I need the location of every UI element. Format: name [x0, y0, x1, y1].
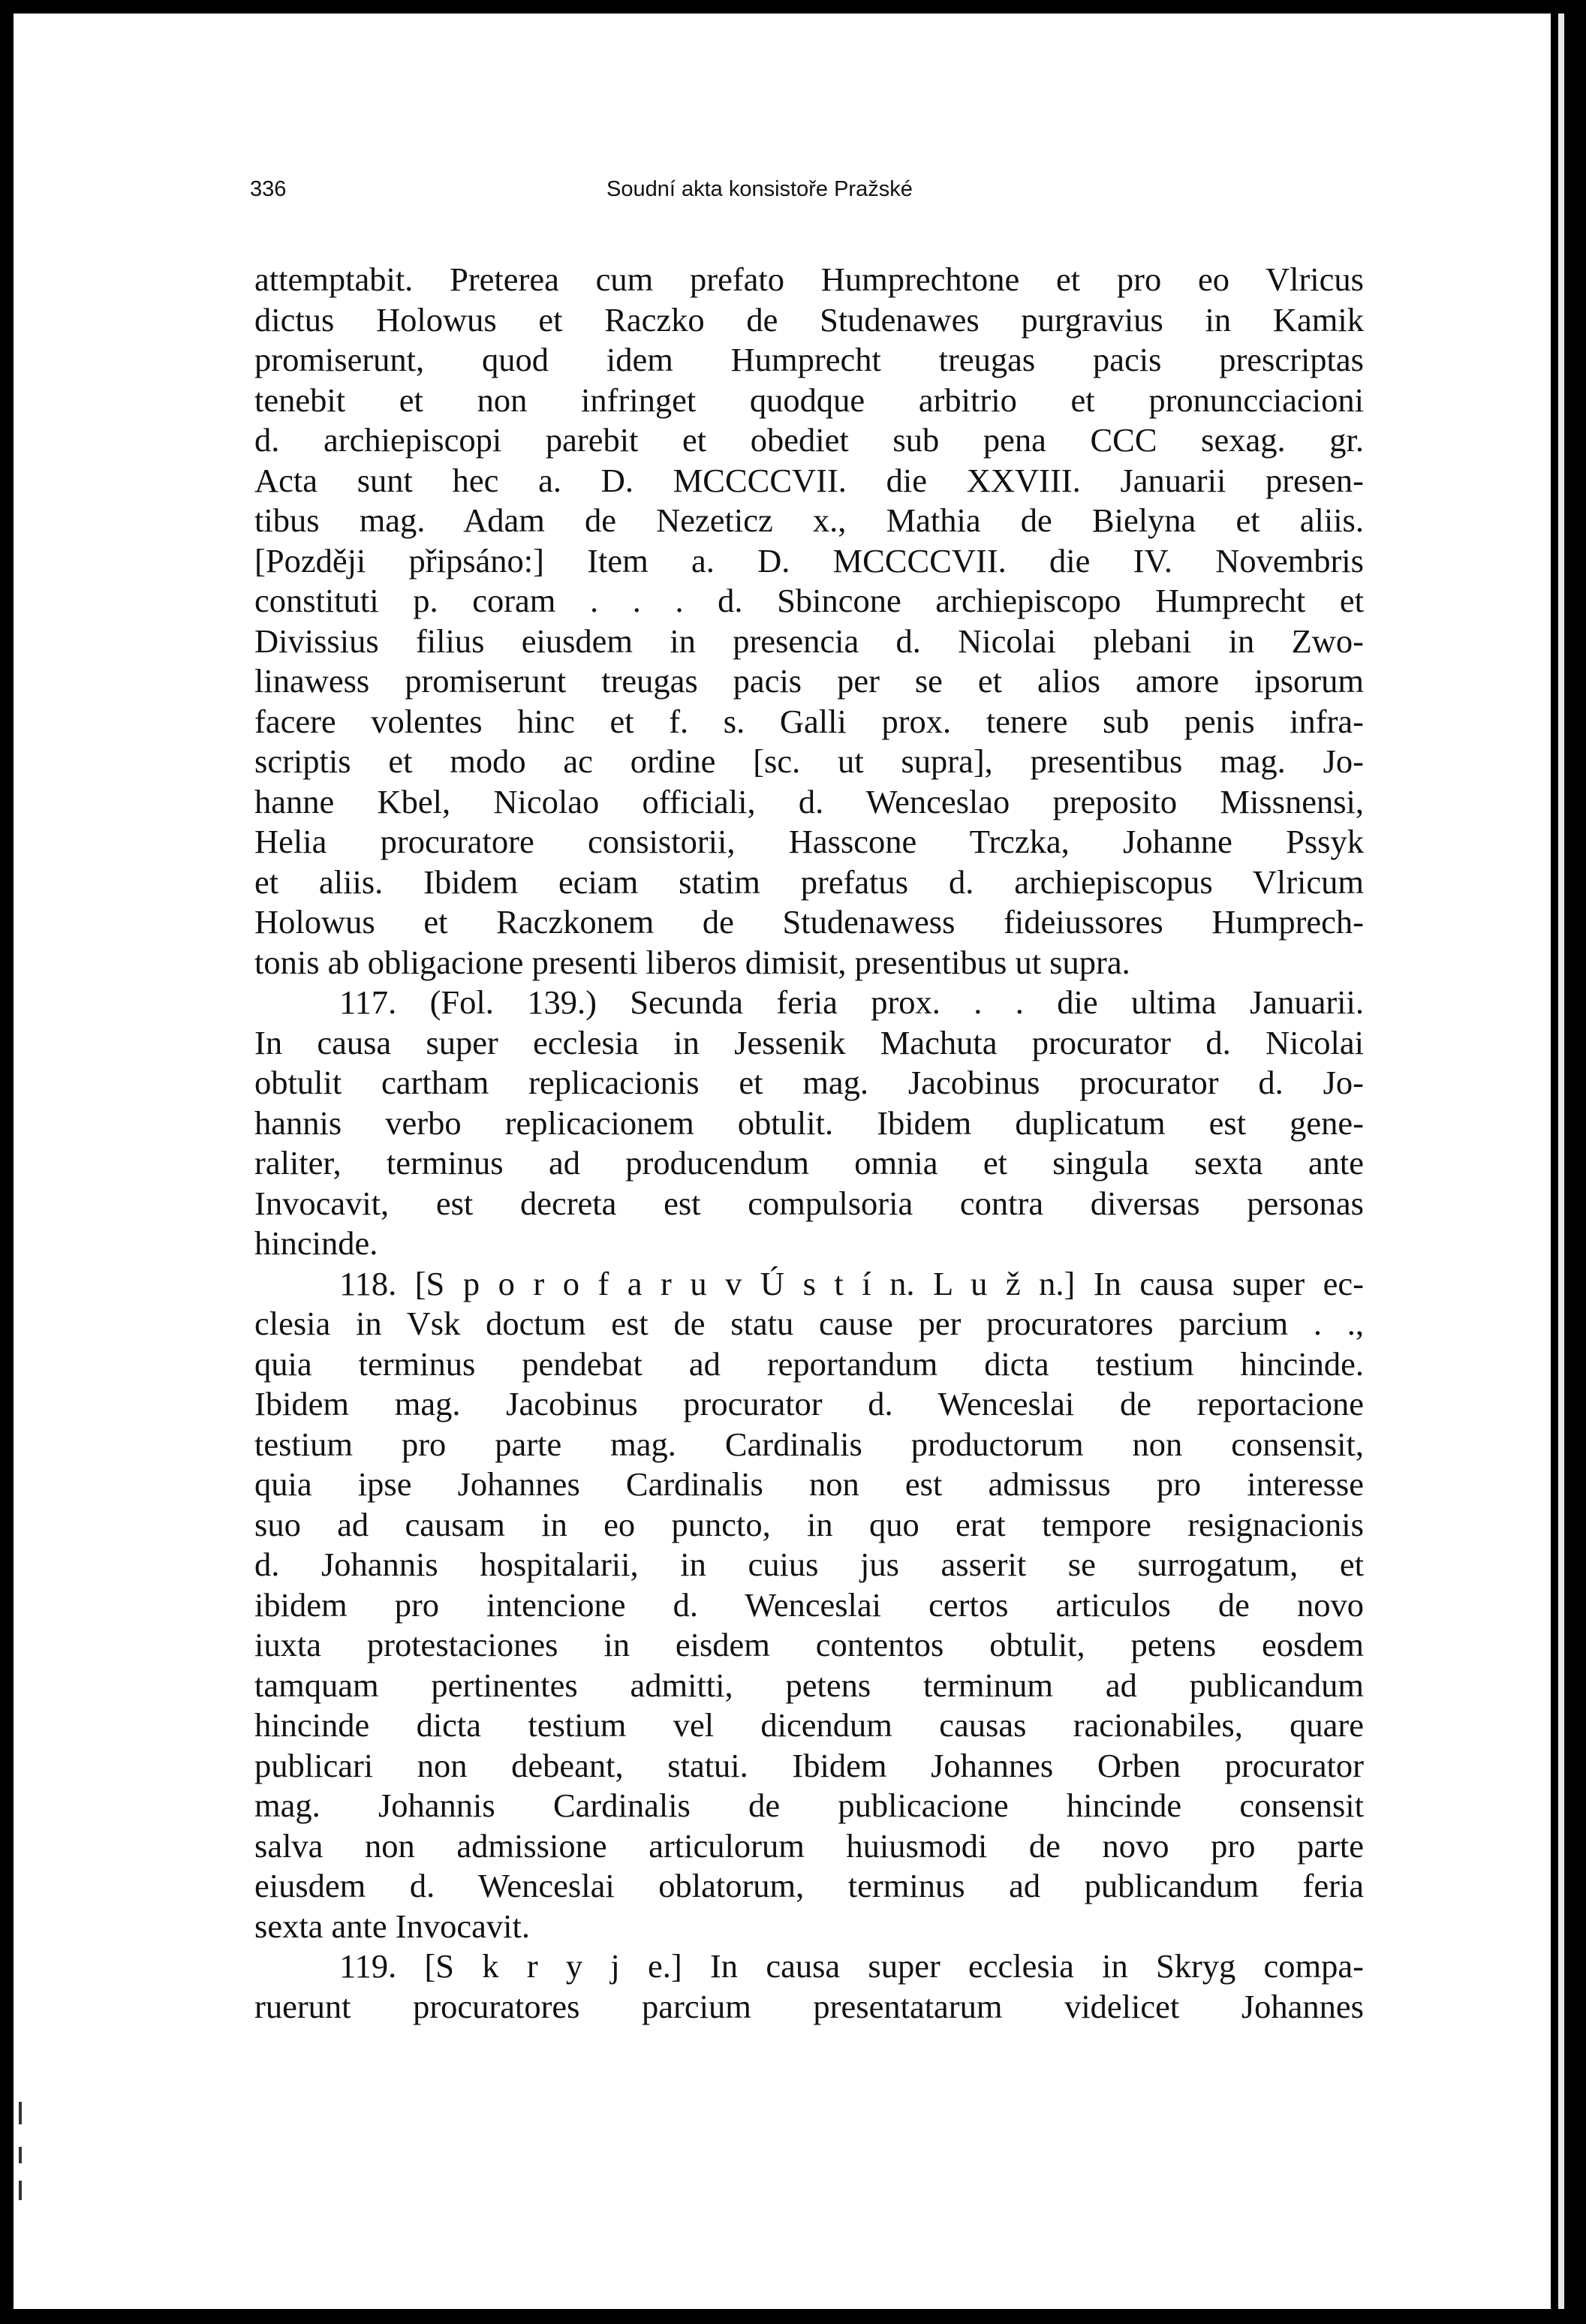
text-line: Acta sunt hec a. D. MCCCCVII. die XXVIII. Januarii presen- [254, 461, 1364, 499]
text-line: In causa super ecclesia in Jessenik Machuta procurator d. Nicolai [254, 1023, 1364, 1061]
text-line: tenebit et non infringet quodque arbitrio et pronuncciacioni [254, 381, 1364, 419]
running-title: Soudní akta konsistoře Pražské [606, 177, 913, 201]
text-line: linawess promiserunt treugas pacis per se et alios amore ipsorum [254, 662, 1364, 700]
text-line: d. archiepiscopi parebit et obediet sub pena CCC sexag. gr. [254, 421, 1364, 459]
text-line: sexta ante Invocavit. [254, 1907, 530, 1945]
text-line: tibus mag. Adam de Nezeticz x., Mathia de Bielyna et aliis. [254, 501, 1364, 539]
text-line: dictus Holowus et Raczko de Studenawes purgravius in Kamik [254, 300, 1364, 339]
scan-artifact-mark [19, 2147, 22, 2163]
text-line: raliter, terminus ad producendum omnia et singula sexta ante [254, 1144, 1364, 1182]
text-line: promiserunt, quod idem Humprecht treugas pacis prescriptas [254, 341, 1364, 378]
page-number: 336 [250, 177, 287, 201]
text-line: iuxta protestaciones in eisdem contentos obtulit, petens eosdem [254, 1626, 1364, 1663]
text-line: hannis verbo replicacionem obtulit. Ibidem duplicatum est gene- [254, 1103, 1364, 1142]
text-line: quia terminus pendebat ad reportandum dicta testium hincinde. [254, 1344, 1364, 1383]
text-line: Holowus et Raczkonem de Studenawess fideiussores Humprech- [254, 903, 1364, 941]
text-line: Invocavit, est decreta est compulsoria contra diversas personas [254, 1184, 1364, 1222]
text-line: mag. Johannis Cardinalis de publicacione hincinde consensit [254, 1787, 1364, 1824]
page-header [250, 177, 1376, 207]
section-start-117: 117. (Fol. 139.) Secunda feria prox. . . die ultima Januarii. [339, 983, 1364, 1021]
text-line: quia ipse Johannes Cardinalis non est admissus pro interesse [254, 1465, 1364, 1503]
text-line: salva non admissione articulorum huiusmodi de novo pro parte [254, 1826, 1364, 1865]
text-line: ibidem pro intencione d. Wenceslai certos articulos de novo [254, 1585, 1364, 1624]
text-line: tonis ab obligacione presenti liberos dimisit, presentibus ut supra. [254, 943, 1130, 981]
text-line: facere volentes hinc et f. s. Galli prox. tenere sub penis infra- [254, 702, 1364, 740]
scan-border-right [1551, 0, 1586, 2324]
text-line: eiusdem d. Wenceslai oblatorum, terminus ad publicandum feria [254, 1867, 1364, 1904]
text-line: attemptabit. Preterea cum prefato Humprechtone et pro eo Vlricus [254, 260, 1364, 298]
text-line: hincinde. [254, 1224, 378, 1262]
text-line: Divissius filius eiusdem in presencia d. Nicolai plebani in Zwo- [254, 622, 1364, 660]
text-line: clesia in Vsk doctum est de statu cause per procuratores parcium . ., [254, 1305, 1364, 1342]
text-line: scriptis et modo ac ordine [sc. ut supra], presentibus mag. Jo- [254, 742, 1364, 780]
text-line: Helia procuratore consistorii, Hasscone Trczka, Johanne Pssyk [254, 823, 1364, 860]
text-line: [Později připsáno:] Item a. D. MCCCCVII. die IV. Novembris [254, 541, 1364, 579]
text-line: hanne Kbel, Nicolao officiali, d. Wenceslao preposito Missnensi, [254, 782, 1364, 820]
scan-artifact-mark [19, 2181, 22, 2200]
page-edge-stripe [1558, 14, 1564, 2309]
text-line: d. Johannis hospitalarii, in cuius jus asserit se surrogatum, et [254, 1546, 1364, 1583]
section-start-118: 118. [S p o r o f a r u v Ú s t í n. L u ž n.] In causa super ec- [339, 1264, 1364, 1302]
text-line: obtulit cartham replicacionis et mag. Jacobinus procurator d. Jo- [254, 1064, 1364, 1101]
text-line: ruerunt procuratores parcium presentatarum videlicet Johannes [254, 1987, 1364, 2025]
text-line: et aliis. Ibidem eciam statim prefatus d. archiepiscopus Vlricum [254, 862, 1364, 901]
text-line: tamquam pertinentes admitti, petens terminum ad publicandum [254, 1666, 1364, 1704]
body-text [254, 260, 1364, 2027]
text-line: hincinde dicta testium vel dicendum causas racionabiles, quare [254, 1706, 1364, 1744]
section-start-119: 119. [S k r y j e.] In causa super ecclesia in Skryg compa- [339, 1947, 1364, 1985]
text-line: constituti p. coram . . . d. Sbincone archiepiscopo Humprecht et [254, 582, 1364, 619]
text-line: Ibidem mag. Jacobinus procurator d. Wenceslai de reportacione [254, 1385, 1364, 1422]
text-line: suo ad causam in eo puncto, in quo erat tempore resignacionis [254, 1505, 1364, 1543]
scan-artifact-mark [19, 2102, 22, 2124]
text-line: publicari non debeant, statui. Ibidem Johannes Orben procurator [254, 1746, 1364, 1784]
text-line: testium pro parte mag. Cardinalis productorum non consensit, [254, 1425, 1364, 1463]
